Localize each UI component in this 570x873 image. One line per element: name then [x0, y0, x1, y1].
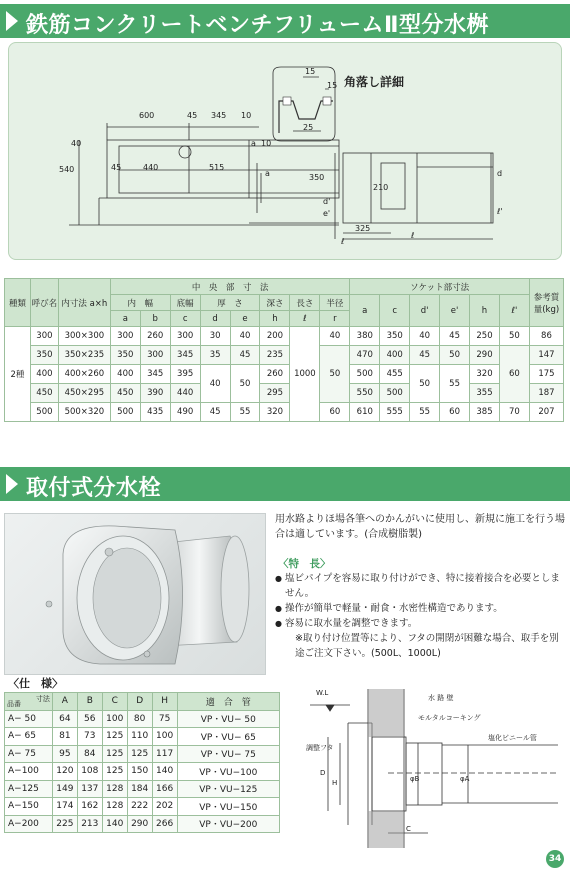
table-cell: 450×295 [58, 384, 110, 403]
table-cell: 35 [200, 346, 230, 365]
dim-a-2: a [265, 169, 270, 178]
table-cell: 300 [140, 346, 170, 365]
table-cell: 30 [200, 327, 230, 346]
table-cell: A−125 [5, 780, 53, 798]
technical-drawing [8, 42, 562, 260]
table-cell: 95 [52, 745, 77, 763]
product-photo [4, 513, 266, 675]
sub-center-a: a [110, 311, 140, 327]
dim-15-detail: 15 [305, 67, 316, 76]
table-cell: 55 [230, 403, 260, 422]
table-cell: 40 [410, 327, 440, 346]
table-cell: 117 [152, 745, 177, 763]
header-thick: 厚 さ [200, 295, 260, 311]
class-cell: 2種 [5, 327, 31, 422]
table-cell: 290 [470, 346, 500, 365]
table-cell: 350×235 [58, 346, 110, 365]
table-cell: 40 [320, 327, 350, 346]
table-row [5, 384, 564, 403]
header-dim-name [5, 693, 53, 711]
flume-drawing [9, 43, 562, 260]
list-item: ● 塩ビパイプを容易に取り付けができ、特に接着接合を必要としません。 [275, 571, 567, 601]
table-cell: 470 [350, 346, 380, 365]
flume-spec-table [4, 278, 564, 422]
table-cell: 490 [170, 403, 200, 422]
table-cell: 150 [127, 763, 152, 781]
sub-center-c: c [170, 311, 200, 327]
table-cell: 108 [77, 763, 102, 781]
table-row [5, 763, 280, 781]
section2-title: 取付式分水栓 [26, 476, 162, 501]
dim-10-right: 10 [261, 139, 272, 148]
table-cell: 137 [77, 780, 102, 798]
header-b: B [77, 693, 102, 711]
sub-socket-h: h [470, 295, 500, 327]
table-cell: 295 [260, 384, 290, 403]
table-cell: 250 [470, 327, 500, 346]
dim-40: 40 [71, 139, 82, 148]
header-socket: ソケット部寸法 [350, 279, 530, 295]
table-row [5, 745, 280, 763]
table-cell: 166 [152, 780, 177, 798]
table-cell: 140 [152, 763, 177, 781]
section2-banner [0, 467, 570, 501]
table-cell: 385 [470, 403, 500, 422]
table-cell: 290 [127, 815, 152, 833]
product-description: 用水路よりほ場各筆へのかんがいに使用し、新規に施工を行う場合は適しています。(合成樹脂製) [275, 514, 565, 540]
features-list [275, 571, 567, 661]
table-cell: 500 [110, 403, 140, 422]
table-cell: 300 [110, 327, 140, 346]
table-cell: 440 [170, 384, 200, 403]
table-cell: 450 [110, 384, 140, 403]
sub-socket-e: e' [440, 295, 470, 327]
table-cell: 128 [102, 780, 127, 798]
table-cell: 400×260 [58, 365, 110, 384]
table-cell: 200 [260, 327, 290, 346]
header-class: 種類 [5, 279, 31, 327]
sub-socket-l: ℓ' [499, 295, 529, 327]
table-cell: 260 [140, 327, 170, 346]
dim-l-prime: ℓ' [497, 207, 503, 216]
table-cell: 300 [30, 327, 58, 346]
list-item: ● 操作が簡単で軽量・耐食・水密性構造であります。 [275, 601, 567, 616]
table-cell: 100 [102, 710, 127, 728]
dim-e-prime: e' [323, 209, 331, 218]
table-cell: 73 [77, 728, 102, 746]
table-cell: 345 [140, 365, 170, 384]
sub-center-e: e [230, 311, 260, 327]
table-cell: 207 [529, 403, 563, 422]
header-mass: 参考質量(kg) [529, 279, 563, 327]
table-cell: 45 [230, 346, 260, 365]
sub-socket-d: d' [410, 295, 440, 327]
table-cell: VP・VU−200 [177, 815, 279, 833]
table-cell: 380 [350, 327, 380, 346]
table-cell: 345 [170, 346, 200, 365]
label-phi-a: φA [460, 775, 470, 783]
table-cell: 84 [77, 745, 102, 763]
header-h: H [152, 693, 177, 711]
table-cell: 350 [30, 346, 58, 365]
header-radius: 半径 [320, 295, 350, 311]
dim-d-prime: d' [323, 197, 331, 206]
table-cell: 300 [170, 327, 200, 346]
table-row [5, 365, 564, 384]
dim-350: 350 [309, 173, 325, 182]
table-row [5, 780, 280, 798]
label-pvc: 塩化ビニール管 [488, 734, 537, 742]
label-c: C [406, 825, 411, 833]
table-cell: 320 [260, 403, 290, 422]
table-cell: 555 [380, 403, 410, 422]
sub-socket-c: c [380, 295, 410, 327]
table-cell: A− 65 [5, 728, 53, 746]
table-cell: A− 75 [5, 745, 53, 763]
dim-15-side: 15 [327, 81, 338, 90]
sub-center-b: b [140, 311, 170, 327]
header-name: 呼び名 [30, 279, 58, 327]
table-cell: 55 [440, 365, 470, 403]
label-phi-b: φB [410, 775, 420, 783]
table-cell: 500×320 [58, 403, 110, 422]
table-cell: 213 [77, 815, 102, 833]
sub-center-l: ℓ [290, 311, 320, 327]
valve-spec-table [4, 692, 280, 833]
table-cell: 174 [52, 798, 77, 816]
dim-25-detail: 25 [303, 123, 314, 132]
note-item: ※取り付け位置等により、フタの開閉が困難な場合、取手を別途ご注文下さい。(500L、1000L) [295, 633, 559, 659]
list-item: ● 容易に取水量を調整できます。 [275, 616, 567, 631]
table-row [5, 710, 280, 728]
label-mortar: モルタルコーキング [418, 714, 481, 722]
table-cell: 50 [230, 365, 260, 403]
table-cell: 50 [410, 365, 440, 403]
table-cell: 60 [440, 403, 470, 422]
table-cell: 125 [102, 728, 127, 746]
dim-345: 345 [211, 111, 227, 120]
dim-a-1: a [251, 139, 256, 148]
sub-socket-a: a [350, 295, 380, 327]
header-a: A [52, 693, 77, 711]
header-depth: 深さ [260, 295, 290, 311]
table-cell: 147 [529, 346, 563, 365]
table-cell: VP・VU− 75 [177, 745, 279, 763]
detail-label: 角落し詳細 [344, 75, 405, 89]
table-cell: 40 [200, 365, 230, 403]
table-row [5, 798, 280, 816]
table-cell: 550 [350, 384, 380, 403]
table-cell: 320 [470, 365, 500, 384]
table-cell: 184 [127, 780, 152, 798]
header-center: 中 央 部 寸 法 [110, 279, 349, 295]
table-cell: VP・VU− 50 [177, 710, 279, 728]
section1-title: 鉄筋コンクリートベンチフリュームⅡ型分水桝 [26, 13, 490, 38]
table-cell: 235 [260, 346, 290, 365]
dim-515: 515 [209, 163, 225, 172]
table-cell: 266 [152, 815, 177, 833]
label-wall: 水 路 壁 [428, 694, 454, 702]
table-cell: 128 [102, 798, 127, 816]
table-cell: 187 [529, 384, 563, 403]
table-cell: 350 [380, 327, 410, 346]
table-cell: 202 [152, 798, 177, 816]
table-cell: 75 [152, 710, 177, 728]
table-cell: 225 [52, 815, 77, 833]
table-row [5, 346, 564, 365]
table-cell: A−150 [5, 798, 53, 816]
dim-540: 540 [59, 165, 75, 174]
table-row [5, 327, 564, 346]
dim-440: 440 [143, 163, 159, 172]
table-cell: A−200 [5, 815, 53, 833]
table-cell: 149 [52, 780, 77, 798]
table-cell: 55 [410, 403, 440, 422]
label-h: H [332, 779, 338, 787]
table-cell: 455 [380, 365, 410, 384]
header-inner: 内寸法 a×h [58, 279, 110, 327]
dim-210: 210 [373, 183, 389, 192]
table-cell: 610 [350, 403, 380, 422]
header-bottom: 底幅 [170, 295, 200, 311]
table-cell: 125 [102, 745, 127, 763]
table-cell: 500 [350, 365, 380, 384]
table-cell: VP・VU−100 [177, 763, 279, 781]
features-title: 〈特 長〉 [278, 558, 331, 570]
table-cell: A− 50 [5, 710, 53, 728]
table-cell: 56 [77, 710, 102, 728]
table-cell: 70 [499, 403, 529, 422]
arrow-icon [6, 474, 18, 494]
dim-45-top: 45 [187, 111, 198, 120]
header-name: 品番 [7, 699, 21, 708]
table-cell: 110 [127, 728, 152, 746]
table-cell: 45 [440, 327, 470, 346]
table-cell: 81 [52, 728, 77, 746]
arrow-icon [6, 11, 18, 31]
table-row [5, 815, 280, 833]
dim-10-top: 10 [241, 111, 252, 120]
table-cell: 50 [440, 346, 470, 365]
table-cell: 86 [529, 327, 563, 346]
spec-title: 〈仕 様〉 [8, 677, 63, 690]
sub-center-r: r [320, 311, 350, 327]
dim-325: 325 [355, 224, 371, 233]
table-cell: 60 [499, 346, 529, 403]
table-cell: 500 [380, 384, 410, 403]
table-cell: VP・VU−150 [177, 798, 279, 816]
table-cell: 260 [260, 365, 290, 384]
table-cell: 400 [380, 346, 410, 365]
table-cell: 222 [127, 798, 152, 816]
table-cell: 45 [200, 403, 230, 422]
table-cell: 140 [102, 815, 127, 833]
table-cell: A−100 [5, 763, 53, 781]
table-cell: VP・VU− 65 [177, 728, 279, 746]
table-cell: 50 [499, 327, 529, 346]
dim-l-2: ℓ [341, 237, 345, 246]
table-cell: 390 [140, 384, 170, 403]
header-dim: 寸法 [35, 695, 50, 703]
sub-center-h: h [260, 311, 290, 327]
valve-illustration [5, 514, 266, 675]
table-row [5, 403, 564, 422]
header-width: 内 幅 [110, 295, 170, 311]
header-pipe: 適 合 管 [177, 693, 279, 711]
table-cell: 80 [127, 710, 152, 728]
dim-600: 600 [139, 111, 155, 120]
table-cell: 1000 [290, 327, 320, 422]
label-wl: W.L [316, 689, 329, 697]
label-d: D [320, 769, 326, 777]
table-cell: 125 [127, 745, 152, 763]
section1-banner [0, 4, 570, 38]
table-cell: VP・VU−125 [177, 780, 279, 798]
header-len: 長さ [290, 295, 320, 311]
table-cell: 45 [410, 346, 440, 365]
dim-45-left: 45 [111, 163, 122, 172]
table-row [5, 728, 280, 746]
header-d: D [127, 693, 152, 711]
table-cell: 50 [320, 346, 350, 403]
table-cell: 500 [30, 403, 58, 422]
table-cell: 350 [110, 346, 140, 365]
table-cell: 60 [320, 403, 350, 422]
page-number: 34 [546, 850, 564, 868]
table-cell: 450 [30, 384, 58, 403]
table-cell: 355 [470, 384, 500, 403]
dim-l-1: ℓ [411, 231, 415, 240]
table-cell: 300×300 [58, 327, 110, 346]
table-cell: 125 [102, 763, 127, 781]
table-cell: 435 [140, 403, 170, 422]
label-cover: 調整フタ [306, 744, 334, 752]
table-cell: 162 [77, 798, 102, 816]
dim-d-1: d [497, 169, 503, 178]
install-drawing [288, 683, 564, 853]
table-cell: 175 [529, 365, 563, 384]
table-cell: 395 [170, 365, 200, 384]
table-cell: 64 [52, 710, 77, 728]
installation-diagram [288, 683, 564, 853]
table-cell: 400 [110, 365, 140, 384]
table-cell: 120 [52, 763, 77, 781]
sub-center-d: d [200, 311, 230, 327]
header-c: C [102, 693, 127, 711]
table-cell: 400 [30, 365, 58, 384]
table-cell: 100 [152, 728, 177, 746]
table-cell: 40 [230, 327, 260, 346]
